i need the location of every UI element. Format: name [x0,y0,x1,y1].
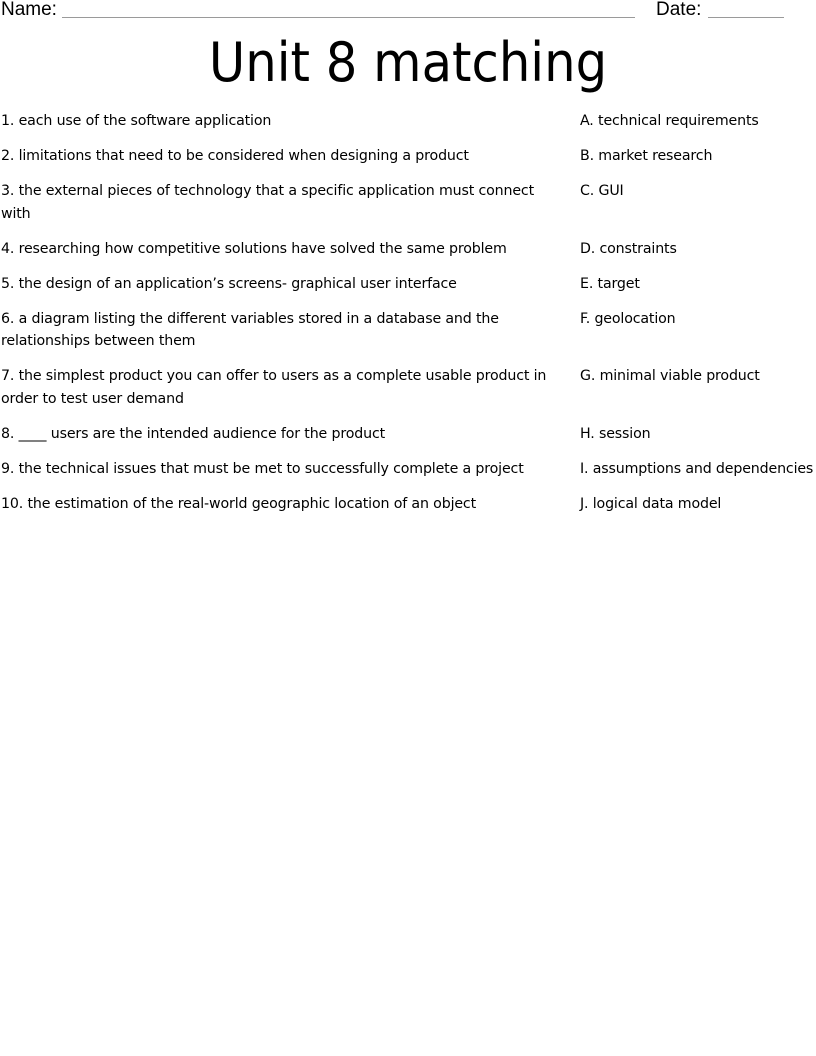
matching-row-2 [0,145,816,168]
question-9: 9. the technical issues that must be met to successfully complete a project [1,460,524,477]
name-blank-line [62,17,635,18]
question-3: 3. the external pieces of technology that a specific application must connect with [1,183,534,222]
question-10: 10. the estimation of the real-world geographic location of an object [1,495,476,512]
page-title: Unit 8 matching [208,31,608,94]
matching-row-9 [0,458,816,481]
answer-e: E. target [580,275,640,292]
matching-row-7 [0,365,816,410]
answer-i: I. assumptions and dependencies [580,460,814,477]
header [0,0,816,24]
question-6: 6. a diagram listing the different variables stored in a database and the relationships between them [1,310,499,349]
name-label: Name: [1,0,57,20]
matching-row-6 [0,308,816,353]
question-5: 5. the design of an application’s screens- graphical user interface [1,275,457,292]
question-8: 8. ____ users are the intended audience for the product [1,425,386,442]
answer-a: A. technical requirements [580,113,759,129]
answer-g: G. minimal viable product [580,368,760,384]
date-blank-line [708,17,784,18]
answer-f: F. geolocation [580,310,676,327]
answer-d: D. constraints [580,240,677,257]
matching-row-10 [0,493,816,516]
answer-c: C. GUI [580,183,624,199]
matching-row-1 [0,110,816,133]
answer-j: J. logical data model [580,495,722,512]
matching-row-4 [0,238,816,261]
question-7: 7. the simplest product you can offer to users as a complete usable product in order to test user demand [1,368,547,407]
question-2: 2. limitations that need to be considered when designing a product [1,148,469,164]
question-4: 4. researching how competitive solutions have solved the same problem [1,240,507,257]
answer-h: H. session [580,425,651,442]
answer-b: B. market research [580,148,713,164]
matching-list [0,110,816,528]
matching-row-8 [0,423,816,446]
matching-row-3 [0,180,816,225]
question-1: 1. each use of the software application [1,113,272,129]
date-label: Date: [656,0,702,20]
matching-row-5 [0,273,816,296]
